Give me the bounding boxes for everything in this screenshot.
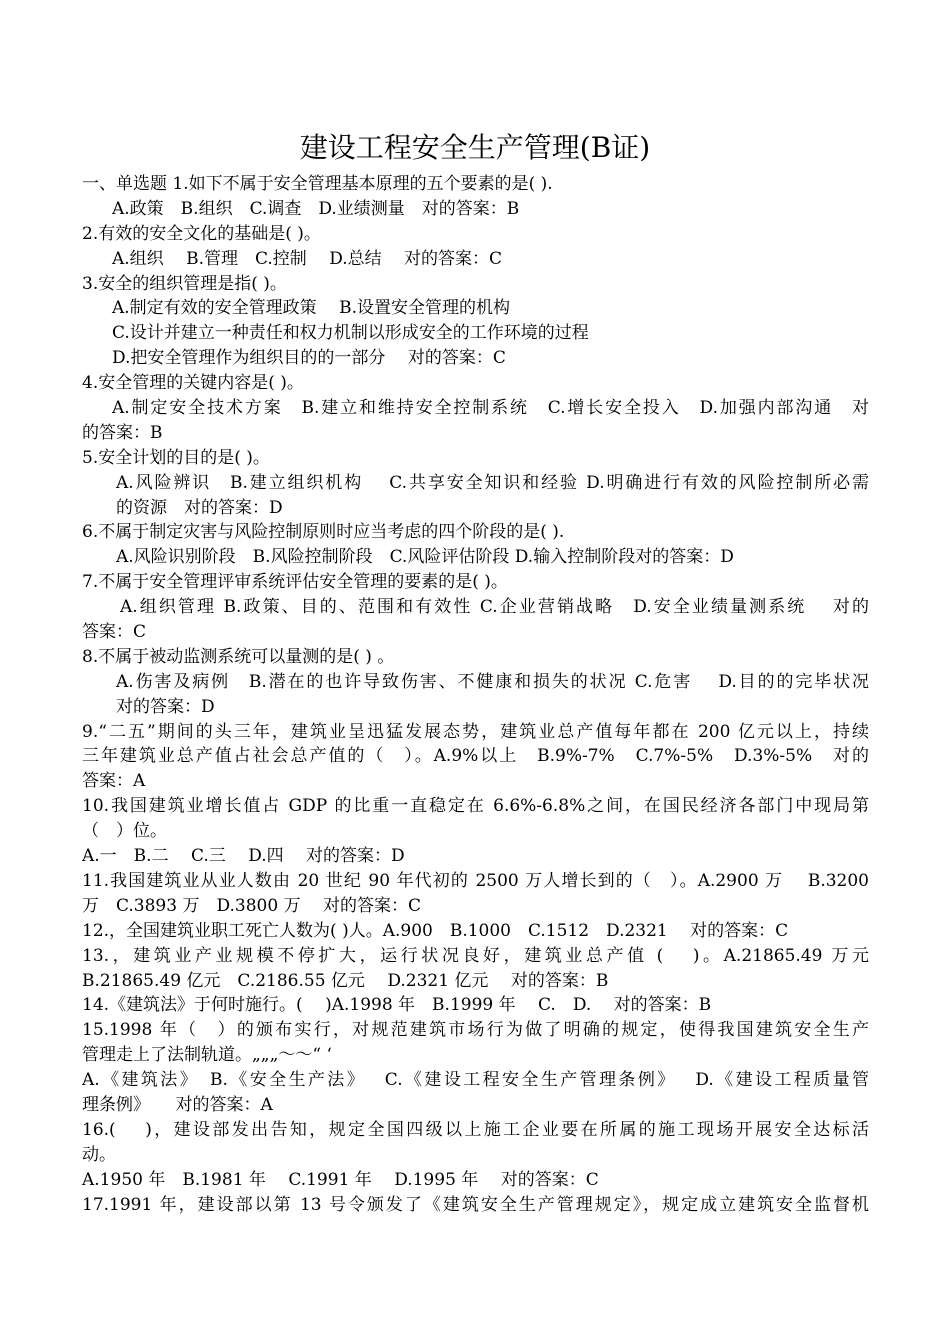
text-line: B.21865.49 亿元 C.2186.55 亿元 D.2321 亿元 对的答案：B (82, 970, 609, 991)
text-line: 答案：A (82, 771, 146, 792)
text-line: 11.我国建筑业从业人数由 20 世纪 90 年代初的 2500 万人增长到的（ ）。A.2900 万 B.3200 (82, 870, 869, 891)
text-line: A.组织管理 B.政策、目的、范围和有效性 C.企业营销战略 D.安全业绩量测系统 对的 (120, 597, 869, 618)
text-line: 7.不属于安全管理评审系统评估安全管理的要素的是( )。 (82, 572, 508, 593)
text-line: 5.安全计划的目的是( )。 (82, 447, 270, 468)
text-line: 6.不属于制定灾害与风险控制原则时应当考虑的四个阶段的是( ). (82, 522, 565, 543)
text-line: 三年建筑业总产值占社会总产值的（ ）。A.9%以上 B.9%-7% C.7%-5% D.3%-5% 对的 (82, 746, 869, 767)
text-line: 管理走上了法制轨道。„„„～～“ ‘ (82, 1045, 332, 1066)
text-line: 9.“二五”期间的头三年，建筑业呈迅猛发展态势，建筑业总产值每年都在 200 亿元以上，持续 (82, 721, 869, 742)
text-line: 10.我国建筑业增长值占 GDP 的比重一直稳定在 6.6%-6.8%之间，在国民经济各部门中现局第 (82, 796, 869, 817)
text-line: 一、单选题 1.如下不属于安全管理基本原理的五个要素的是( ). (82, 174, 553, 194)
text-line: 万 C.3893 万 D.3800 万 对的答案：C (82, 895, 421, 916)
text-line: 答案：C (82, 622, 147, 643)
text-line: A.政策 B.组织 C.调查 D.业绩测量 对的答案：B (112, 198, 520, 219)
text-line: A.《建筑法》 B.《安全生产法》 C.《建设工程安全生产管理条例》 D.《建设工程质量管 (82, 1070, 869, 1091)
text-line: A.一 B.二 C.三 D.四 对的答案：D (82, 846, 405, 867)
text-line: 14.《建筑法》于何时施行。( )A.1998 年 B.1999 年 C. D. 对的答案：B (82, 995, 712, 1016)
text-line: A.1950 年 B.1981 年 C.1991 年 D.1995 年 对的答案：C (82, 1169, 599, 1190)
text-line: 8.不属于被动监测系统可以量测的是( ) 。 (82, 646, 395, 667)
text-line: 对的答案：D (116, 696, 215, 717)
text-line: A.制定安全技术方案 B.建立和维持安全控制系统 C.增长安全投入 D.加强内部沟通 对 (112, 398, 869, 419)
text-line: A.制定有效的安全管理政策 B.设置安全管理的机构 (112, 298, 510, 319)
document-body (82, 172, 869, 1217)
text-line: 12.，全国建筑业职工死亡人数为( )人。A.900 B.1000 C.1512 D.2321 对的答案：C (82, 920, 789, 941)
text-line: 的资源 对的答案：D (116, 497, 283, 518)
text-line: 16.( )，建设部发出告知，规定全国四级以上施工企业要在所属的施工现场开展安全达标活 (82, 1119, 869, 1140)
text-line: 4.安全管理的关键内容是( )。 (82, 373, 304, 394)
text-line: 动。 (82, 1144, 116, 1165)
text-line: 3.安全的组织管理是指( )。 (82, 273, 287, 294)
text-line: 2.有效的安全文化的基础是( )。 (82, 223, 321, 244)
text-line: 17.1991 年，建设部以第 13 号令颁发了《建筑安全生产管理规定》，规定成立建筑安全监督机 (82, 1194, 869, 1215)
text-line: 15.1998 年（ ）的颁布实行，对规范建筑市场行为做了明确的规定，使得我国建筑安全生产 (82, 1020, 869, 1041)
document-title: 建设工程安全生产管理(B证) (299, 131, 651, 164)
text-line: （ ）位。 (82, 821, 167, 842)
text-line: 13.，建筑业产业规模不停扩大，运行状况良好，建筑业总产值 ( )。A.21865.49 万元 (82, 945, 869, 966)
text-line: A.伤害及病例 B.潜在的也许导致伤害、不健康和损失的状况 C.危害 D.目的的完毕状况 (116, 671, 869, 692)
text-line: D.把安全管理作为组织目的的一部分 对的答案：C (112, 348, 506, 369)
text-line: A.风险辨识 B.建立组织机构 C.共享安全知识和经验 D.明确进行有效的风险控制所必需 (116, 472, 869, 493)
text-line: 理条例》 对的答案：A (82, 1094, 273, 1115)
text-line: C.设计并建立一种责任和权力机制以形成安全的工作环境的过程 (112, 323, 589, 344)
text-line: A.组织 B.管理 C.控制 D.总结 对的答案：C (112, 248, 503, 269)
text-line: 的答案：B (82, 422, 163, 443)
text-line: A.风险识别阶段 B.风险控制阶段 C.风险评估阶段 D.输入控制阶段对的答案：D (116, 547, 734, 568)
